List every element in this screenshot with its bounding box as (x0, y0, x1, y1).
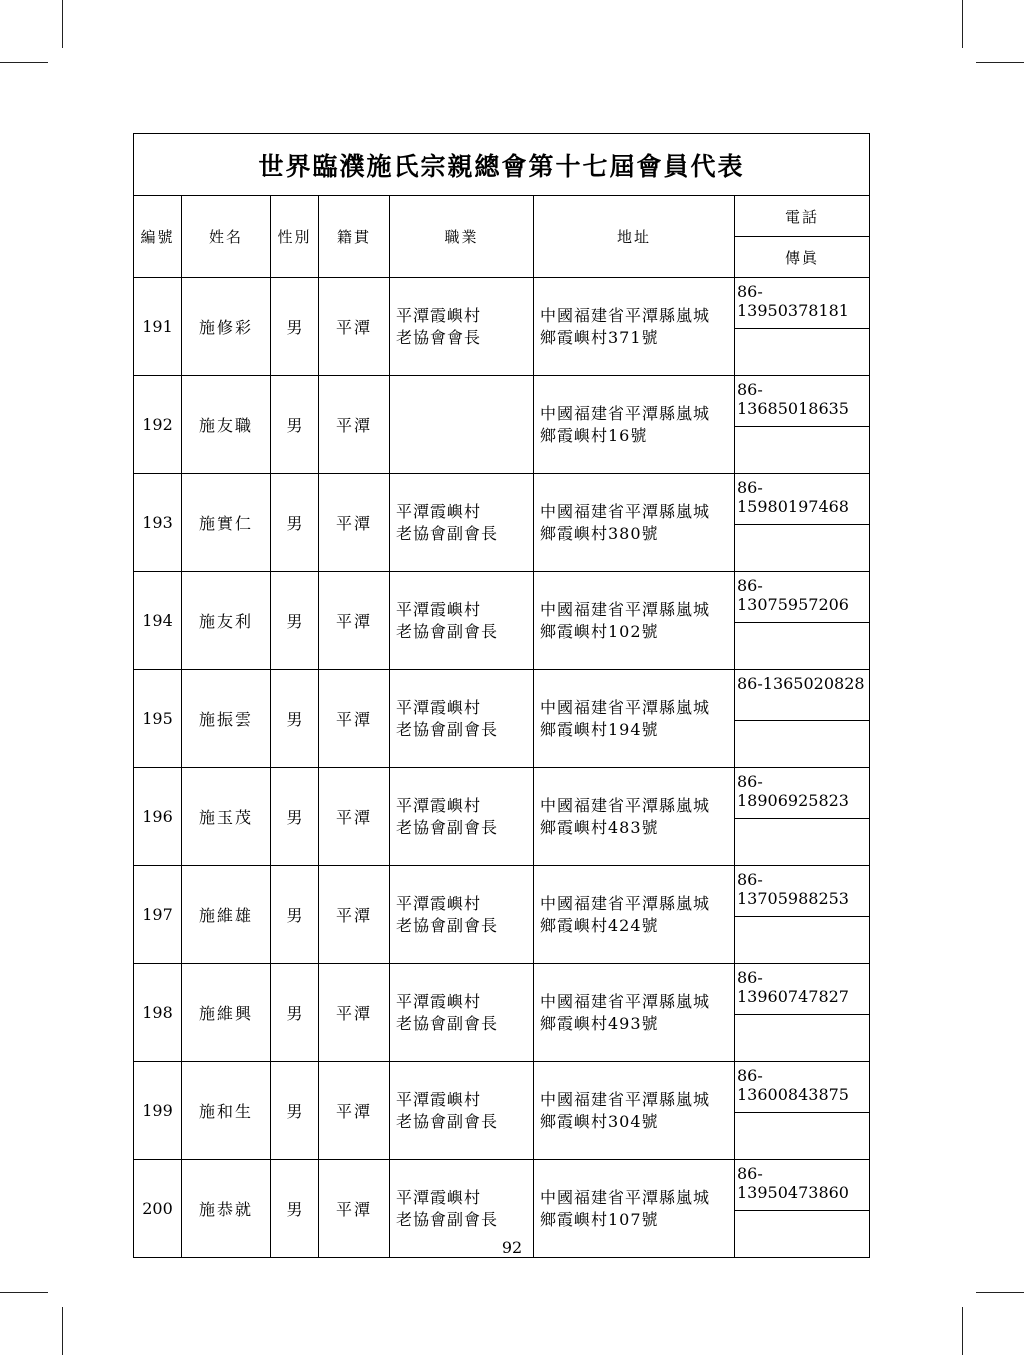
member-fax (735, 1015, 870, 1062)
crop-mark (62, 1307, 63, 1355)
member-origin: 平潭 (319, 768, 390, 866)
occupation-line-1: 平潭霞嶼村 (396, 991, 482, 1011)
member-row (134, 964, 870, 1015)
member-fax (735, 427, 870, 474)
member-occupation (390, 376, 534, 474)
member-phone: 86-1365020828 (735, 670, 870, 721)
member-origin: 平潭 (319, 278, 390, 376)
member-origin: 平潭 (319, 572, 390, 670)
member-gender: 男 (271, 474, 319, 572)
member-phone: 86-15980197468 (735, 474, 870, 525)
member-row (134, 474, 870, 525)
member-fax (735, 819, 870, 866)
member-phone: 86-18906925823 (735, 768, 870, 819)
member-address (534, 964, 735, 1062)
member-occupation (390, 670, 534, 768)
member-gender: 男 (271, 670, 319, 768)
occupation-line-2: 老協會副會長 (396, 1209, 499, 1229)
member-fax (735, 721, 870, 768)
crop-mark (962, 0, 963, 48)
member-occupation (390, 768, 534, 866)
member-fax (735, 525, 870, 572)
member-row (134, 1160, 870, 1211)
address-line-2: 鄉霞嶼村16號 (540, 425, 648, 445)
member-origin: 平潭 (319, 866, 390, 964)
member-name: 施恭就 (182, 1160, 271, 1258)
crop-mark (62, 0, 63, 48)
member-gender: 男 (271, 376, 319, 474)
occupation-line-1: 平潭霞嶼村 (396, 501, 482, 521)
member-number: 195 (134, 670, 182, 768)
member-origin: 平潭 (319, 474, 390, 572)
member-origin: 平潭 (319, 1160, 390, 1258)
member-phone: 86-13950473860 (735, 1160, 870, 1211)
member-name: 施和生 (182, 1062, 271, 1160)
header-fax: 傳眞 (735, 237, 870, 278)
occupation-line-2: 老協會副會長 (396, 1013, 499, 1033)
header-number: 編號 (134, 196, 182, 278)
member-name: 施維興 (182, 964, 271, 1062)
member-origin: 平潭 (319, 1062, 390, 1160)
header-name: 姓名 (182, 196, 271, 278)
member-number: 196 (134, 768, 182, 866)
member-phone: 86-13075957206 (735, 572, 870, 623)
member-address (534, 376, 735, 474)
table-title: 世界臨濮施氏宗親總會第十七屆會員代表 (134, 134, 870, 196)
member-name: 施維雄 (182, 866, 271, 964)
member-number: 192 (134, 376, 182, 474)
member-table (133, 133, 870, 1258)
member-address (534, 474, 735, 572)
crop-mark (0, 62, 48, 63)
member-phone: 86-13950378181 (735, 278, 870, 329)
address-line-1: 中國福建省平潭縣嵐城 (540, 1089, 711, 1109)
occupation-line-1: 平潭霞嶼村 (396, 697, 482, 717)
member-gender: 男 (271, 1062, 319, 1160)
member-occupation (390, 964, 534, 1062)
occupation-line-1: 平潭霞嶼村 (396, 1089, 482, 1109)
member-address (534, 866, 735, 964)
member-address (534, 278, 735, 376)
member-gender: 男 (271, 964, 319, 1062)
member-occupation (390, 572, 534, 670)
member-phone: 86-13685018635 (735, 376, 870, 427)
page-number: 92 (501, 1238, 523, 1257)
address-line-1: 中國福建省平潭縣嵐城 (540, 501, 711, 521)
address-line-2: 鄉霞嶼村107號 (540, 1209, 659, 1229)
member-row (134, 768, 870, 819)
occupation-line-1: 平潭霞嶼村 (396, 599, 482, 619)
member-occupation (390, 278, 534, 376)
member-fax (735, 623, 870, 670)
header-gender: 性別 (271, 196, 319, 278)
address-line-1: 中國福建省平潭縣嵐城 (540, 697, 711, 717)
crop-mark (0, 1292, 48, 1293)
member-gender: 男 (271, 572, 319, 670)
member-origin: 平潭 (319, 376, 390, 474)
occupation-line-1: 平潭霞嶼村 (396, 893, 482, 913)
member-number: 199 (134, 1062, 182, 1160)
occupation-line-1: 平潭霞嶼村 (396, 1187, 482, 1207)
member-name: 施振雲 (182, 670, 271, 768)
member-number: 197 (134, 866, 182, 964)
member-row (134, 278, 870, 329)
crop-mark (962, 1307, 963, 1355)
crop-mark (976, 62, 1024, 63)
member-phone: 86-13600843875 (735, 1062, 870, 1113)
crop-mark (976, 1292, 1024, 1293)
member-origin: 平潭 (319, 964, 390, 1062)
member-number: 191 (134, 278, 182, 376)
member-address (534, 1062, 735, 1160)
header-phone: 電話 (735, 196, 870, 237)
member-row (134, 866, 870, 917)
occupation-line-2: 老協會副會長 (396, 621, 499, 641)
member-gender: 男 (271, 768, 319, 866)
member-number: 193 (134, 474, 182, 572)
address-line-1: 中國福建省平潭縣嵐城 (540, 1187, 711, 1207)
member-gender: 男 (271, 866, 319, 964)
member-occupation (390, 474, 534, 572)
occupation-line-2: 老協會副會長 (396, 1111, 499, 1131)
header-occupation: 職業 (390, 196, 534, 278)
member-name: 施實仁 (182, 474, 271, 572)
member-phone: 86-13705988253 (735, 866, 870, 917)
member-occupation (390, 866, 534, 964)
member-occupation (390, 1062, 534, 1160)
member-fax (735, 329, 870, 376)
occupation-line-2: 老協會副會長 (396, 719, 499, 739)
address-line-2: 鄉霞嶼村424號 (540, 915, 659, 935)
occupation-line-2: 老協會副會長 (396, 915, 499, 935)
member-number: 194 (134, 572, 182, 670)
header-row (134, 196, 870, 237)
occupation-line-2: 老協會副會長 (396, 817, 499, 837)
member-address (534, 572, 735, 670)
member-fax (735, 917, 870, 964)
member-row (134, 1062, 870, 1113)
member-name: 施友利 (182, 572, 271, 670)
address-line-1: 中國福建省平潭縣嵐城 (540, 795, 711, 815)
member-name: 施玉茂 (182, 768, 271, 866)
title-row (134, 134, 870, 196)
address-line-2: 鄉霞嶼村483號 (540, 817, 659, 837)
address-line-1: 中國福建省平潭縣嵐城 (540, 305, 711, 325)
address-line-2: 鄉霞嶼村371號 (540, 327, 659, 347)
member-number: 200 (134, 1160, 182, 1258)
header-origin: 籍貫 (319, 196, 390, 278)
address-line-1: 中國福建省平潭縣嵐城 (540, 403, 711, 423)
member-row (134, 376, 870, 427)
address-line-2: 鄉霞嶼村380號 (540, 523, 659, 543)
member-name: 施修彩 (182, 278, 271, 376)
address-line-2: 鄉霞嶼村304號 (540, 1111, 659, 1131)
member-address (534, 670, 735, 768)
member-origin: 平潭 (319, 670, 390, 768)
address-line-1: 中國福建省平潭縣嵐城 (540, 991, 711, 1011)
address-line-2: 鄉霞嶼村493號 (540, 1013, 659, 1033)
occupation-line-1: 平潭霞嶼村 (396, 305, 482, 325)
header-address: 地址 (534, 196, 735, 278)
occupation-line-2: 老協會會長 (396, 327, 482, 347)
member-fax (735, 1113, 870, 1160)
member-phone: 86-13960747827 (735, 964, 870, 1015)
address-line-2: 鄉霞嶼村102號 (540, 621, 659, 641)
occupation-line-2: 老協會副會長 (396, 523, 499, 543)
address-line-1: 中國福建省平潭縣嵐城 (540, 893, 711, 913)
member-number: 198 (134, 964, 182, 1062)
occupation-line-1: 平潭霞嶼村 (396, 795, 482, 815)
member-gender: 男 (271, 1160, 319, 1258)
member-gender: 男 (271, 278, 319, 376)
member-address (534, 768, 735, 866)
member-name: 施友職 (182, 376, 271, 474)
address-line-2: 鄉霞嶼村194號 (540, 719, 659, 739)
member-row (134, 670, 870, 721)
address-line-1: 中國福建省平潭縣嵐城 (540, 599, 711, 619)
member-row (134, 572, 870, 623)
